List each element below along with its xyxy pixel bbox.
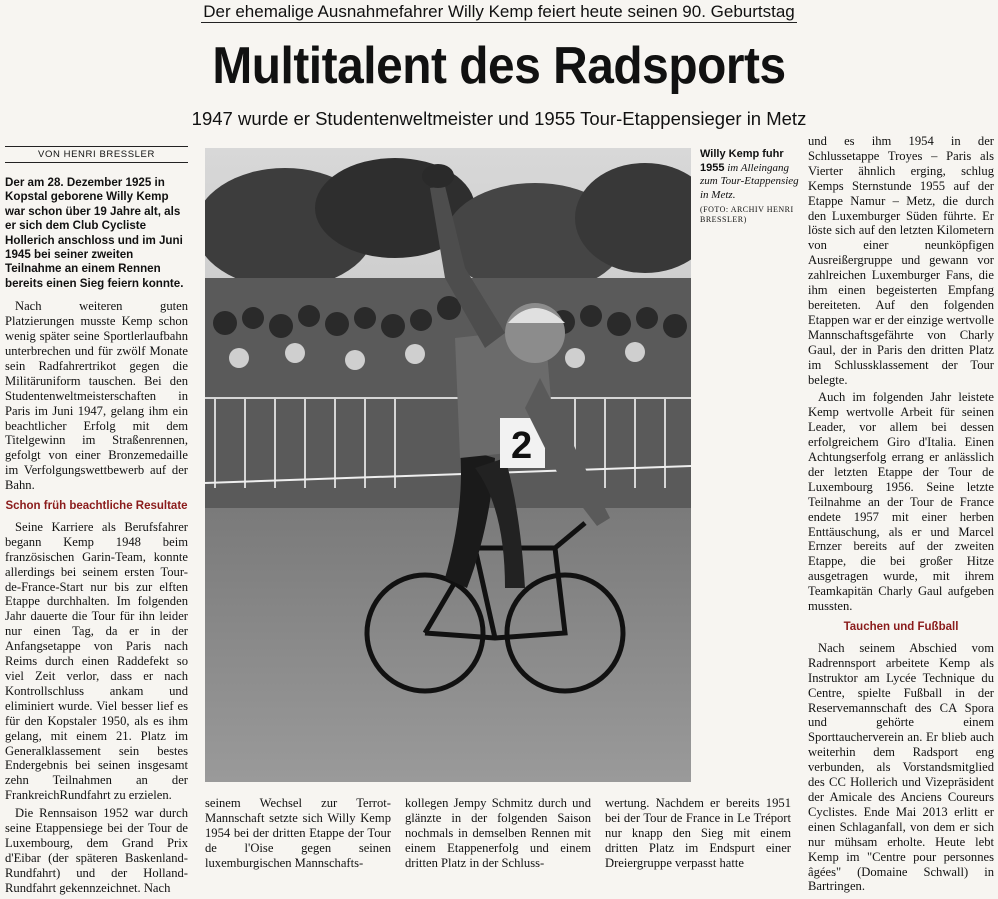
- column-4: [605, 796, 791, 874]
- lead-paragraph: Der am 28. Dezember 1925 in Kopstal geborene Willy Kemp war schon über 19 Jahre alt, als er sich dem Club Cycliste Hollerich anschloss und im Juni 1945 bei seiner zweiten Teilnahme an einem Rennen bereits einen Sieg feiern konnte.: [5, 176, 184, 290]
- paragraph: Die Rennsaison 1952 war durch seine Etappensiege bei der Tour de Luxembourg, dem Grand Prix d'Eibar (der späteren Baskenland-Rundfahrt) und der Holland-Rundfahrt gekennzeichnet. Nach: [5, 806, 188, 895]
- column-2: [205, 796, 391, 874]
- paragraph: kollegen Jempy Schmitz durch und glänzte in der folgenden Saison nochmals in demselben Rennen mit einem Etappenerfolg und einem dritten Platz in der Schluss-: [405, 796, 591, 870]
- column-1: [5, 176, 188, 899]
- caption-bold: Willy Kemp fuhr 1955: [700, 148, 784, 174]
- cyclist-photo: [205, 148, 691, 782]
- photo-caption: [700, 148, 800, 225]
- photo-credit: (FOTO: ARCHIV HENRI BRESSLER): [700, 205, 794, 225]
- paragraph: Auch im folgenden Jahr leistete Kemp wertvolle Arbeit für seinen Leader, vor allem bei dessen erfolgreichem Giro d'Italia. Einen Achtungserfolg errang er anlässlich der letzten Etappe der Tour de Luxembourg 1956. Seine letzte Teilnahme an der Tour de France endete 1957 mit einer herben Enttäuschung, als er und Marcel Ernzer bereits auf der zweiten Etappe, die bei großer Hitze ausgetragen wurde, mit ihrem Teamkapitän Charly Gaul aufgeben mussten.: [808, 390, 994, 614]
- column-3: [405, 796, 591, 874]
- paragraph: und es ihm 1954 in der Schlussetappe Troyes – Paris als Vierter ähnlich erging, schlug Kemps Sternstunde 1955 auf der Etappe Namur – Metz, die durch den Luxemburger Süden führte. Er löste sich auf den letzten Kilometern von einer neunköpfigen Ausreißergruppe und gewann vor zahlreichen Luxemburger Fans, die ihm einen begeisterten Empfang bereiteten. Auf den folgenden Etappen war er der einzige wertvolle Mannschaftsgefährte von Charly Gaul, der in Paris den dritten Platz im Schlussklassement der Tour belegte.: [808, 134, 994, 387]
- section-heading: Schon früh beachtliche Resultate: [5, 500, 188, 513]
- paragraph: wertung. Nachdem er bereits 1951 bei der Tour de France in Le Tréport nur knapp den Sieg mit einem dritten Platz im Endspurt einer Dreiergruppe verpasst hatte: [605, 796, 791, 870]
- byline: VON HENRI BRESSLER: [5, 146, 188, 163]
- paragraph: Nach weiteren guten Platzierungen musste Kemp schon wenig später seine Sportlerlaufbahn unterbrechen und für zwölf Monate sein Radfahrertrikot gegen die Militäruniform tauschen. Bei den Studentenweltmeisterschaften in Paris im Juni 1947, gelang ihm ein beachtlicher Erfolg mit dem Titelgewinn im Straßenrennen, gefolgt von einer Bronzemedaille im Verfolgungswettbewerb auf der Bahn.: [5, 299, 188, 493]
- section-heading: Tauchen und Fußball: [843, 621, 959, 633]
- paragraph: seinem Wechsel zur Terrot-Mannschaft setzte sich Willy Kemp 1954 bei der dritten Etappe der Tour de l'Oise gegen seinen luxemburgischen Mannschafts-: [205, 796, 391, 870]
- paragraph: Nach seinem Abschied vom Radrennsport arbeitete Kemp als Instruktor am Lycée Technique du Centre, spielte Fußball in der Reservemannschaft des CA Spora und gehörte einem Sporttaucherverein an. Er blieb auch weiterhin dem Radsport eng verbunden, als Vorstandsmitglied des CC Hollerich und Vizepräsident der Amicale des Anciens Coureurs Cyclistes. Ende Mai 2013 erlitt er einen Schlaganfall, von dem er sich nur mühsam erholte. Heute lebt Kemp im "Centre pour personnes âgées" (Domaine Schwall) in Bartringen.: [808, 640, 994, 894]
- subheadline: 1947 wurde er Studentenweltmeister und 1955 Tour-Etappensieger in Metz: [191, 108, 807, 129]
- kicker: Der ehemalige Ausnahmefahrer Willy Kemp feiert heute seinen 90. Geburtstag: [203, 2, 795, 21]
- headline: Multitalent des Radsports: [212, 37, 786, 95]
- caption-italic: im Alleingang zum Tour-Etappensieg in Metz.: [700, 161, 799, 201]
- jersey-number: 2: [511, 425, 533, 467]
- photo: [205, 148, 691, 782]
- paragraph: Seine Karriere als Berufsfahrer begann Kemp 1948 beim französischen Garin-Team, konnte allerdings bei seinem ersten Tour-de-France-Start nur bis zur elften Etappe durchhalten. Im folgenden Jahr dauerte die Tour für ihn leider nur einen Tag, da er in der Anfangsetappe von Paris nach Reims durch einen Raddefekt so viel Zeit verlor, dass er nach Kontrollschluss ankam und eliminiert wurde. Viel besser lief es für den Kopstaler 1950, als es ihm gelang, mit einem 21. Platz im Generalklassement sein bestes Endergebnis bei seinen insgesamt zehn Teilnahmen an der FrankreichRundfahrt zu erzielen.: [5, 519, 188, 803]
- column-5: [808, 134, 994, 897]
